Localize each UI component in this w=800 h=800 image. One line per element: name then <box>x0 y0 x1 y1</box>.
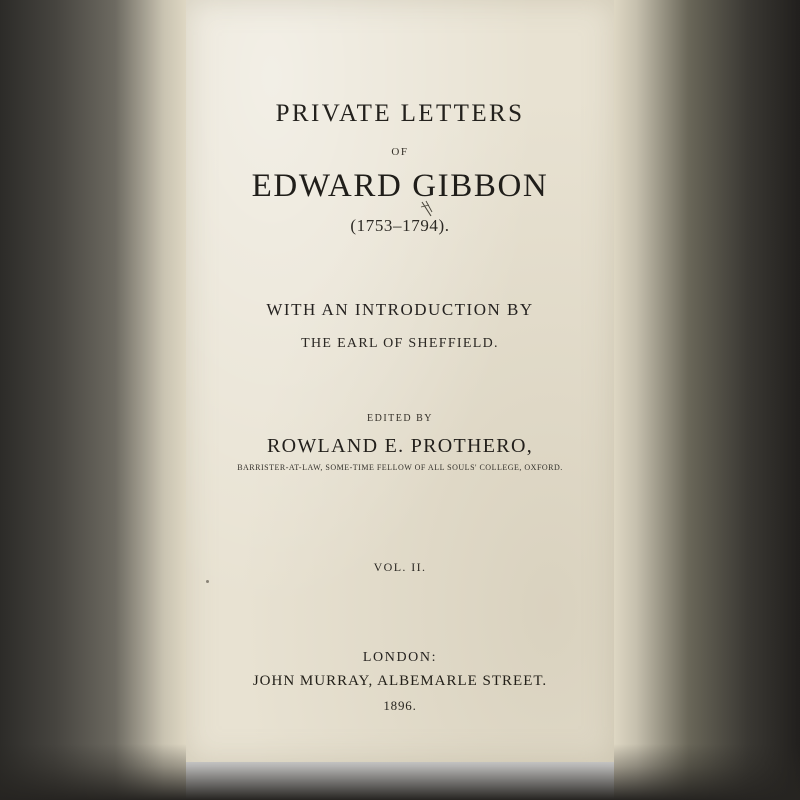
editor-name: ROWLAND E. PROTHERO, <box>267 435 533 457</box>
editor-description: BARRISTER-AT-LAW, SOME-TIME FELLOW OF ALL SOULS' COLLEGE, OXFORD. <box>237 463 563 472</box>
imprint-city: LONDON: <box>362 650 438 665</box>
book-title: PRIVATE LETTERS <box>275 100 525 127</box>
imprint-year: 1896. <box>383 698 417 713</box>
author-dates: (1753–1794). <box>350 216 450 235</box>
introduction-label: WITH AN INTRODUCTION BY <box>266 300 534 319</box>
page-edge-left-shadow <box>0 0 186 800</box>
title-page <box>186 0 614 762</box>
volume-number: VOL. II. <box>373 560 427 574</box>
imprint-publisher: JOHN MURRAY, ALBEMARLE STREET. <box>252 673 548 689</box>
book-author: EDWARD GIBBON <box>251 168 549 204</box>
title-page-content <box>186 0 614 762</box>
introduction-author: THE EARL OF SHEFFIELD. <box>301 336 499 351</box>
edited-by-label: EDITED BY <box>367 413 433 424</box>
ink-speck <box>206 580 209 583</box>
title-connector-of: OF <box>391 146 409 158</box>
page-edge-right-shadow <box>614 0 800 800</box>
